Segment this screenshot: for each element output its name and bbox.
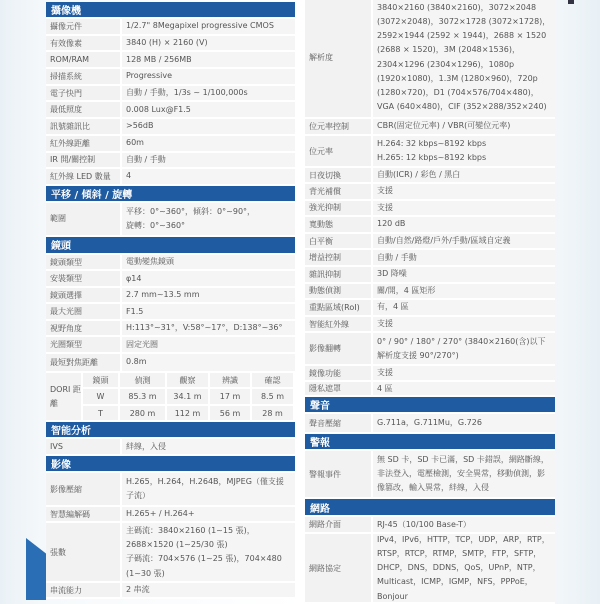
- section-header: 鏡頭: [46, 237, 295, 255]
- section-header: 網路: [305, 499, 555, 517]
- spec-label: 串流能力: [46, 583, 122, 597]
- dori-cell: 85.3 m: [120, 389, 167, 406]
- spec-label: 範圍: [46, 203, 122, 235]
- spec-row: [305, 267, 555, 284]
- dori-cell: 280 m: [120, 406, 167, 423]
- spec-value: 自動 / 手動，1/3s ~ 1/100,000s: [122, 86, 295, 101]
- spec-value: 60m: [122, 136, 295, 151]
- spec-row: [46, 69, 295, 86]
- spec-row: [305, 136, 555, 168]
- section-header: 攝像機: [46, 2, 295, 19]
- spec-row: [305, 250, 555, 267]
- spec-row: [46, 153, 295, 170]
- spec-label: IVS: [46, 439, 122, 454]
- spec-value: 2 串流: [122, 583, 295, 597]
- spec-value: 3840 (H) × 2160 (V): [122, 36, 295, 51]
- spec-value: H.265，H.264，H.264B，MJPEG（僅支援子流）: [122, 473, 295, 505]
- spec-label: 白平衡: [305, 234, 373, 249]
- dori-cell: 28 m: [252, 406, 295, 423]
- spec-label: 隱私遮罩: [305, 382, 373, 395]
- spec-label: 視野角度: [46, 321, 122, 336]
- spec-label: 位元率控制: [305, 119, 373, 134]
- spec-row: [46, 473, 295, 507]
- spec-value: 4: [122, 169, 295, 184]
- spec-label: 網路協定: [305, 534, 373, 602]
- spec-label: 聲音壓縮: [305, 414, 373, 432]
- spec-value: 自動 / 手動: [373, 250, 555, 265]
- spec-label: 鏡像功能: [305, 366, 373, 380]
- spec-label: 光圈類型: [46, 337, 122, 352]
- spec-label: 動態偵測: [305, 284, 373, 299]
- dori-cell: T: [83, 406, 120, 423]
- spec-row: [46, 507, 295, 523]
- spec-row: [46, 203, 295, 237]
- spec-label: 電子快門: [46, 86, 122, 101]
- spec-label: ROM/RAM: [46, 52, 122, 67]
- spec-label: 最短對焦距離: [46, 354, 122, 371]
- spec-value: 有，4 區: [373, 300, 555, 315]
- spec-value: 自動/自然/路燈/戶外/手動/區域自定義: [373, 234, 555, 249]
- dori-header: 確認: [252, 373, 295, 390]
- spec-label: 增益控制: [305, 250, 373, 265]
- spec-row: [46, 583, 295, 599]
- section-header: 聲音: [305, 397, 555, 414]
- spec-value: 128 MB / 256MB: [122, 52, 295, 67]
- dori-label: DORI 距離: [46, 373, 83, 423]
- spec-value: 0.8m: [122, 354, 295, 371]
- spec-row: [305, 534, 555, 604]
- spec-label: 智能紅外線: [305, 317, 373, 332]
- spec-value: φ14: [122, 271, 295, 286]
- spec-value: 支援: [373, 366, 555, 380]
- spec-value: G.711a，G.711Mu，G.726: [373, 414, 555, 432]
- spec-value: 0° / 90° / 180° / 270° (3840×2160(含)以下解析度支援 90°/270°): [373, 333, 555, 364]
- spec-row: [46, 337, 295, 354]
- spec-label: 強光抑制: [305, 201, 373, 216]
- spec-row: [305, 451, 555, 499]
- spec-value-line: H.265: 12 kbps~8192 kbps: [377, 153, 487, 162]
- spec-row: [46, 52, 295, 69]
- spec-label: 掃描系統: [46, 69, 122, 84]
- spec-value: [122, 203, 295, 235]
- spec-value-line: 子碼流：704×576 (1~25 張)，704×480 (1~30 張): [126, 554, 282, 578]
- spec-value: 絆線，入侵: [122, 439, 295, 454]
- spec-value: 無 SD 卡，SD 卡已滿，SD 卡錯誤，網路斷線，非法登入，電壓檢測，安全異常，移動偵測，影像篡改，輸入異常，絆線，入侵: [373, 451, 555, 497]
- spec-row: [46, 271, 295, 288]
- spec-value-line: 主碼流：3840×2160 (1~15 張)，2688×1520 (1~25/30 張): [126, 525, 255, 550]
- decorative-shape: [26, 538, 46, 600]
- spec-value: 支援: [373, 184, 555, 199]
- spec-value: IPv4，IPv6，HTTP，TCP，UDP，ARP，RTP，RTSP，RTCP，RTMP，SMTP，FTP，SFTP，DHCP，DNS，DDNS，QoS，UPnP，NTP，Multicast，ICMP，IGMP，NFS，PPPoE，Bonjour: [373, 534, 555, 602]
- spec-value: 4 區: [373, 382, 555, 395]
- spec-label: IR 開/關控制: [46, 153, 122, 168]
- spec-label: 影像壓縮: [46, 473, 122, 505]
- dori-header: 辨識: [210, 373, 252, 390]
- spec-row: [305, 201, 555, 218]
- spec-row: [305, 414, 555, 434]
- spec-row: [305, 317, 555, 334]
- dori-header: 偵測: [120, 373, 167, 390]
- spec-label: 攝像元件: [46, 19, 122, 34]
- dori-cell: 17 m: [210, 389, 252, 406]
- spec-row: [305, 168, 555, 184]
- spec-value: [373, 136, 555, 166]
- spec-label: 背光補償: [305, 184, 373, 199]
- spec-row: [46, 304, 295, 321]
- section-header: 平移 / 傾斜 / 旋轉: [46, 186, 295, 203]
- spec-label: 位元率: [305, 136, 373, 166]
- spec-row: [305, 300, 555, 317]
- decorative-mark: [568, 0, 574, 4]
- spec-row: [305, 184, 555, 201]
- dori-cell: 8.5 m: [252, 389, 295, 406]
- spec-row: [46, 136, 295, 153]
- spec-label: 紅外線 LED 數量: [46, 169, 122, 184]
- spec-value: 支援: [373, 201, 555, 216]
- spec-row: [46, 523, 295, 583]
- section-header: 影像: [46, 456, 295, 473]
- spec-row: [46, 119, 295, 136]
- spec-row: [46, 169, 295, 186]
- spec-value: H:113°~31°，V:58°~17°，D:138°~36°: [122, 321, 295, 336]
- spec-label: 重點區域(RoI): [305, 300, 373, 315]
- spec-label: 安裝類型: [46, 271, 122, 286]
- spec-value: 支援: [373, 317, 555, 332]
- spec-value: 3D 降噪: [373, 267, 555, 282]
- spec-value: 固定光圈: [122, 337, 295, 352]
- spec-row: [46, 36, 295, 53]
- dori-cell: W: [83, 389, 120, 406]
- dori-header: 觀察: [167, 373, 210, 390]
- spec-value: H.265+ / H.264+: [122, 507, 295, 521]
- spec-value-line: H.264: 32 kbps~8192 kbps: [377, 138, 487, 148]
- spec-row: [305, 284, 555, 301]
- spec-label: 日夜切換: [305, 168, 373, 182]
- spec-row: [305, 234, 555, 251]
- spec-label: 雜訊抑制: [305, 267, 373, 282]
- spec-label: 張數: [46, 523, 122, 581]
- section-header: 警報: [305, 434, 555, 451]
- spec-value: 自動 / 手動: [122, 153, 295, 168]
- spec-row: [305, 217, 555, 234]
- spec-row: [305, 517, 555, 534]
- spec-row: [46, 255, 295, 272]
- spec-value: 0.008 Lux@F1.5: [122, 102, 295, 117]
- spec-row: [305, 119, 555, 136]
- dori-header: 鏡頭: [83, 373, 120, 390]
- spec-value: 1/2.7" 8Megapixel progressive CMOS: [122, 19, 295, 34]
- spec-value-line: 旋轉：0°~360°: [126, 220, 186, 230]
- spec-value: Progressive: [122, 69, 295, 84]
- spec-value: CBR(固定位元率) / VBR(可變位元率): [373, 119, 555, 134]
- spec-row: [305, 0, 555, 119]
- spec-value: 3840×2160 (3840×2160)，3072×2048 (3072×2048)，3072×1728 (3072×1728)，2592×1944 (2592 × 1944)，2688 × 1520 (2688 × 1520)，3M (2048×1536)，2304×1296 (2304×1296)，1080p (1920×1080)，1.3M (1280×960)，720p (1280×720)，D1 (704×576/704×480)，VGA (640×480)，CIF (352×288/352×240): [373, 0, 555, 117]
- spec-label: 解析度: [305, 0, 373, 117]
- spec-column-left: [46, 2, 295, 599]
- spec-label: 寬動態: [305, 217, 373, 232]
- spec-row: [305, 382, 555, 397]
- spec-label: 網路介面: [305, 517, 373, 532]
- spec-label: 紅外線距離: [46, 136, 122, 151]
- spec-row: [46, 102, 295, 119]
- spec-label: 警報事件: [305, 451, 373, 497]
- spec-label: 有效像素: [46, 36, 122, 51]
- section-header: 智能分析: [46, 422, 295, 439]
- dori-cell: 56 m: [210, 406, 252, 423]
- spec-row: [46, 86, 295, 103]
- spec-value: >56dB: [122, 119, 295, 134]
- spec-value: RJ-45（10/100 Base-T）: [373, 517, 555, 532]
- spec-value: 2.7 mm~13.5 mm: [122, 288, 295, 303]
- spec-label: 鏡頭選擇: [46, 288, 122, 303]
- dori-cell: 34.1 m: [167, 389, 210, 406]
- spec-value: 自動(ICR) / 彩色 / 黑白: [373, 168, 555, 182]
- spec-row: [46, 19, 295, 36]
- spec-row: [46, 439, 295, 456]
- spec-row: [305, 366, 555, 382]
- spec-row: [46, 321, 295, 338]
- spec-label: 鏡頭類型: [46, 255, 122, 270]
- spec-label: 最低照度: [46, 102, 122, 117]
- spec-value: F1.5: [122, 304, 295, 319]
- dori-table: [46, 373, 295, 423]
- spec-label: 智慧編解碼: [46, 507, 122, 521]
- spec-value: 關/開，4 區矩形: [373, 284, 555, 299]
- spec-value: 電動變焦鏡頭: [122, 255, 295, 270]
- spec-row: [305, 333, 555, 366]
- spec-label: 影像翻轉: [305, 333, 373, 364]
- spec-value-line: 平移：0°~360°，傾斜：0°~90°，: [126, 206, 256, 216]
- spec-row: [46, 354, 295, 373]
- spec-label: 訊號雜訊比: [46, 119, 122, 134]
- dori-cell: 112 m: [167, 406, 210, 423]
- spec-column-right: [305, 0, 555, 604]
- spec-row: [46, 288, 295, 305]
- spec-value: 120 dB: [373, 217, 555, 232]
- spec-label: 最大光圈: [46, 304, 122, 319]
- spec-value: [122, 523, 295, 581]
